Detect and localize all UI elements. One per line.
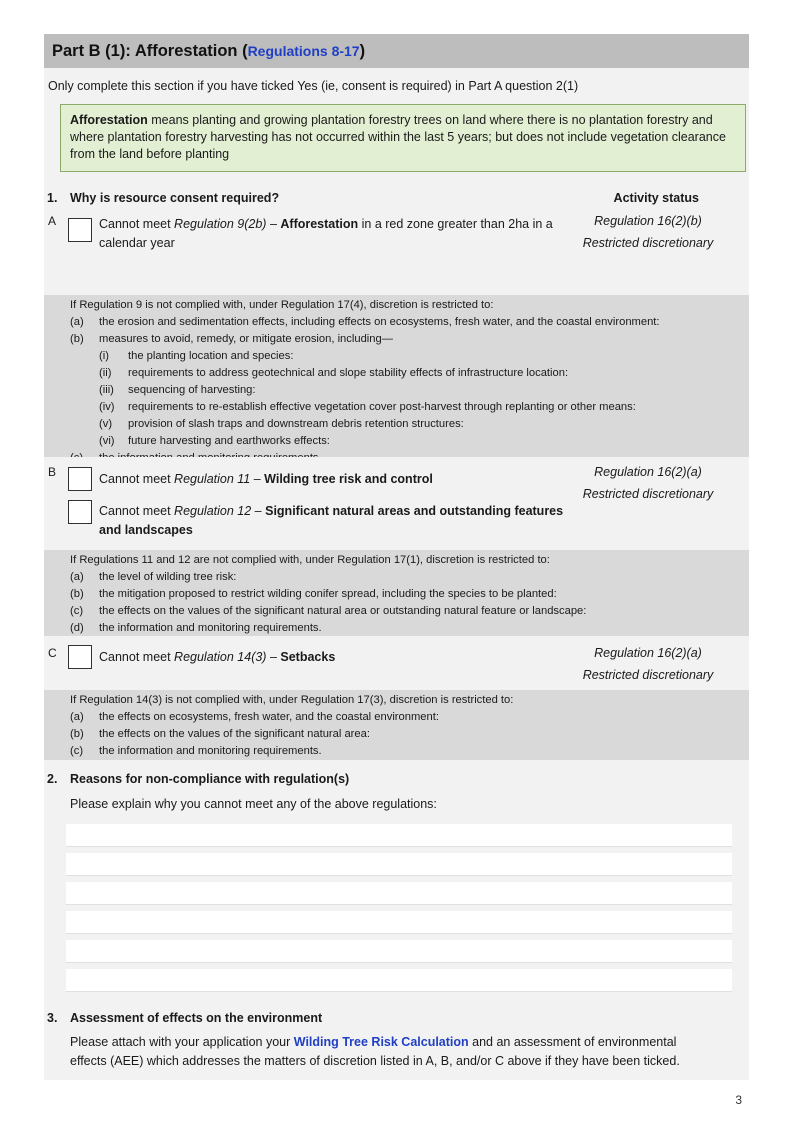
option-b-block — [44, 457, 749, 550]
discretion-subitem: (iii) sequencing of harvesting: — [99, 384, 256, 396]
explanation-input-line-3[interactable] — [66, 882, 732, 905]
discretion-item: (b) the effects on the values of the significant natural area: — [70, 728, 370, 740]
option-a-checkbox[interactable] — [68, 218, 92, 242]
question-1-number: 1. — [47, 191, 58, 205]
option-c-letter: C — [48, 646, 57, 660]
section-title: Part B (1): Afforestation ( — [52, 41, 248, 60]
question-2-block — [44, 760, 749, 1010]
explanation-input-line-4[interactable] — [66, 911, 732, 934]
question-3-text: Please attach with your application your Wilding Tree Risk Calculation and an assessment of environmental effects (AEE) which addresses the matters of discretion listed in A, B, and/or C above if they have been ticked. — [70, 1035, 680, 1068]
discretion-item: (a) the level of wilding tree risk: — [70, 571, 237, 583]
activity-status-header: Activity status — [613, 191, 699, 205]
option-c-status-reg: Regulation 16(2)(a) — [594, 646, 702, 660]
discretion-subitem: (vi) future harvesting and earthworks effects: — [99, 435, 330, 447]
explanation-input-line-1[interactable] — [66, 824, 732, 847]
definition-term: Afforestation — [70, 113, 148, 127]
option-a-discretion — [44, 295, 749, 457]
option-c-discretion — [44, 690, 749, 760]
discretion-subitem: (i) the planting location and species: — [99, 350, 294, 362]
discretion-subitem: (ii) requirements to address geotechnical and slope stability effects of infrastructure location: — [99, 367, 569, 379]
option-b-status — [573, 461, 723, 505]
discretion-item: (d) the information and monitoring requirements. — [70, 622, 322, 634]
question-1-block — [44, 188, 749, 295]
intro-block — [44, 68, 749, 188]
discretion-intro: If Regulation 9 is not complied with, under Regulation 17(4), discretion is restricted to: — [70, 299, 494, 311]
explanation-input-line-5[interactable] — [66, 940, 732, 963]
question-3-title: Assessment of effects on the environment — [70, 1011, 323, 1025]
option-c-checkbox[interactable] — [68, 645, 92, 669]
option-c-text: Cannot meet Regulation 14(3) – Setbacks — [99, 650, 336, 664]
question-2-prompt: Please explain why you cannot meet any of the above regulations: — [70, 797, 437, 811]
option-c-status-type: Restricted discretionary — [582, 668, 714, 682]
option-a-status-reg: Regulation 16(2)(b) — [594, 214, 702, 228]
option-b1-checkbox[interactable] — [68, 467, 92, 491]
option-b2-checkbox[interactable] — [68, 500, 92, 524]
option-c-block — [44, 636, 749, 690]
explanation-input-line-2[interactable] — [66, 853, 732, 876]
option-a-status-type: Restricted discretionary — [582, 236, 714, 250]
explanation-input-line-6[interactable] — [66, 969, 732, 992]
intro-text: Only complete this section if you have ticked Yes (ie, consent is required) in Part A question 2(1) — [48, 79, 579, 93]
definition-box — [60, 104, 746, 172]
question-3-block — [44, 1010, 749, 1080]
definition-text: means planting and growing plantation forestry trees on land where there is no plantation forestry and where plantation forestry harvesting has not occurred within the last 5 years; but does not include vegetation clearance from the land before planting — [70, 113, 726, 161]
discretion-intro: If Regulation 14(3) is not complied with, under Regulation 17(3), discretion is restricted to: — [70, 694, 514, 706]
regulations-link[interactable]: Regulations 8-17 — [247, 43, 360, 59]
discretion-item: (c) the information and monitoring requirements. — [70, 745, 322, 757]
option-a-text: Cannot meet Regulation 9(2b) – Afforestation in a red zone greater than 2ha in a calendar year — [99, 217, 553, 250]
wilding-tree-risk-link[interactable]: Wilding Tree Risk Calculation — [293, 1035, 469, 1049]
option-a-status — [573, 210, 723, 254]
question-3-number: 3. — [47, 1011, 58, 1025]
page-number: 3 — [735, 1093, 742, 1107]
form-section-part-b — [44, 34, 749, 1080]
option-a-letter: A — [48, 214, 57, 228]
option-b2-text: Cannot meet Regulation 12 – Significant natural areas and outstanding features and landscapes — [99, 504, 564, 537]
option-b-discretion — [44, 550, 749, 636]
option-b-status-type: Restricted discretionary — [582, 487, 714, 501]
discretion-item: (b) the mitigation proposed to restrict wilding conifer spread, including the species to be planted: — [70, 588, 557, 600]
discretion-subitem: (iv) requirements to re-establish effective vegetation cover post-harvest through replanting or other means: — [99, 401, 636, 413]
discretion-item: (c) the effects on the values of the significant natural area or outstanding natural feature or landscape: — [70, 605, 587, 617]
discretion-intro: If Regulations 11 and 12 are not complied with, under Regulation 17(1), discretion is restricted to: — [70, 554, 550, 566]
section-header — [44, 34, 749, 68]
discretion-item: (a) the effects on ecosystems, fresh water, and the coastal environment: — [70, 711, 439, 723]
option-b-status-reg: Regulation 16(2)(a) — [594, 465, 702, 479]
option-c-status — [573, 642, 723, 686]
discretion-subitem: (v) provision of slash traps and downstream debris retention structures: — [99, 418, 464, 430]
option-b1-text: Cannot meet Regulation 11 – Wilding tree risk and control — [99, 472, 433, 486]
discretion-item: (a) the erosion and sedimentation effects, including effects on ecosystems, fresh water, and the coastal environment: — [70, 316, 660, 328]
question-2-number: 2. — [47, 772, 58, 786]
discretion-item: (b) measures to avoid, remedy, or mitigate erosion, including— — [70, 333, 393, 345]
option-b-letter: B — [48, 465, 57, 479]
question-2-title: Reasons for non-compliance with regulation(s) — [70, 772, 350, 786]
section-title-close: ) — [359, 41, 366, 60]
question-1-title: Why is resource consent required? — [70, 191, 280, 205]
